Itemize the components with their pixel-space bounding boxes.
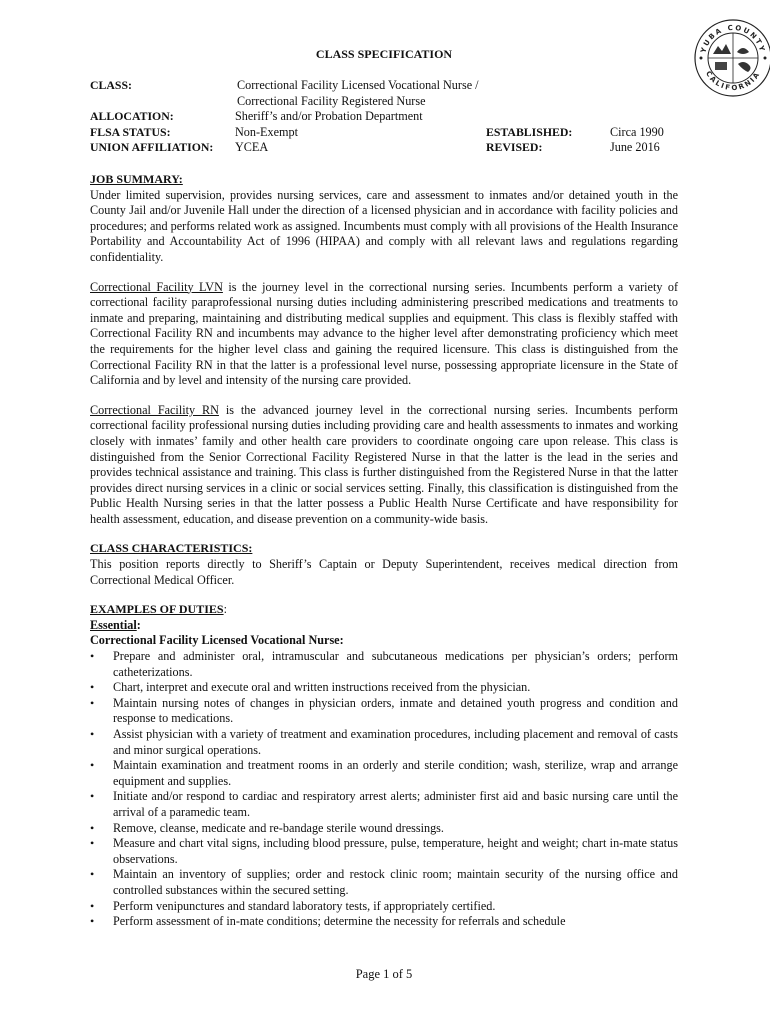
class-characteristics-paragraph: This position reports directly to Sheriff’s Captain or Deputy Superintendent, receives medical direction from Correctional Medical Officer. — [90, 557, 678, 587]
rn-description-paragraph — [90, 403, 678, 528]
examples-of-duties-heading-text: EXAMPLES OF DUTIES — [90, 602, 224, 617]
essential-heading — [90, 618, 678, 634]
established-label: ESTABLISHED: — [486, 124, 573, 139]
job-summary-paragraph: Under limited supervision, provides nursing services, care and assessment to inmates and/or detained youth in the County Jail and/or Juvenile Hall under the direction of a licensed physician and in accordance with facility policies and procedures; and performs related work as assigned. Incumbents must comply with all provisions of the Health Insurance Portability and Accountability Act of 1996 (HIPAA) and comply with all relevant laws and regulations regarding confidentiality. — [90, 187, 678, 264]
lvn-description-paragraph — [90, 280, 678, 389]
duties-list — [90, 649, 678, 930]
class-value-line-2: Correctional Facility Registered Nurse — [237, 93, 426, 108]
allocation-value: Sheriff’s and/or Probation Department — [235, 109, 423, 124]
list-item: • Assist physician with a variety of treatment and examination procedures, including placement and removal of casts and minor surgical operations. — [90, 727, 678, 758]
list-item: • Maintain examination and treatment rooms in an orderly and sterile condition; wash, sterilize, wrap and arrange equipment and supplies. — [90, 758, 678, 789]
list-item: • Initiate and/or respond to cardiac and respiratory arrest alerts; administer first aid and basic nursing care until the arrival of a paramedic team. — [90, 789, 678, 820]
examples-of-duties-heading-colon: : — [223, 602, 227, 617]
established-value: Circa 1990 — [610, 124, 664, 139]
union-affiliation-value: YCEA — [235, 140, 269, 155]
list-item: • Maintain nursing notes of changes in physician orders, inmate and detained youth progress and condition and response to medications. — [90, 696, 678, 727]
union-affiliation-label: UNION AFFILIATION: — [90, 140, 214, 155]
document-body — [90, 172, 678, 930]
svg-text:CALIFORNIA: CALIFORNIA — [703, 69, 763, 93]
revised-label: REVISED: — [486, 140, 543, 155]
list-item: • Chart, interpret and execute oral and written instructions received from the physician. — [90, 680, 678, 696]
class-value-line-1: Correctional Facility Licensed Vocational Nurse / — [237, 78, 479, 92]
class-header-block — [90, 78, 678, 156]
flsa-status-value: Non-Exempt — [235, 124, 298, 139]
allocation-label: ALLOCATION: — [90, 109, 174, 124]
list-item: • Measure and chart vital signs, including blood pressure, pulse, temperature, height and weight; chart in-mate status observations. — [90, 836, 678, 867]
rn-class-name: Correctional Facility RN — [90, 402, 219, 417]
revised-value: June 2016 — [610, 140, 660, 155]
svg-text:YUBA COUNTY: YUBA COUNTY — [699, 23, 767, 54]
job-summary-heading: JOB SUMMARY: — [90, 172, 183, 186]
list-item: • Maintain an inventory of supplies; order and restock clinic room; maintain security of the nursing office and controlled substances within the secured setting. — [90, 867, 678, 898]
county-seal-icon — [693, 18, 770, 98]
lvn-description-text: is the journey level in the correctional nursing series. Incumbents perform a variety of correctional facility paraprofessional nursing duties including administering prescribed medications and treatments to inmate and preparing, maintaining and distributing medical supplies and equipment. This class is flexibly staffed with Correctional Facility RN and incumbents may advance to the higher level after demonstrating proficiency which meet the requirements for the higher level class and gaining the required licensure. This class is distinguished from the Correctional Facility RN in that the latter is a professional level nurse, possessing appropriate licensure in the State of California and by level and intensity of the nursing care provided. — [90, 279, 679, 388]
page-number: Page 1 of 5 — [355, 967, 413, 981]
lvn-class-name: Correctional Facility LVN — [90, 279, 223, 294]
flsa-status-label: FLSA STATUS: — [90, 124, 171, 139]
rn-description-text: is the advanced journey level in the correctional nursing series. Incumbents perform correctional facility professional nursing duties including providing care and health assessments to inmates and working closely with inmates’ family and other health care providers to coordinate ongoing care upon release. This class is distinguished from the Senior Correctional Facility Registered Nurse in that the latter is the lead in the series and provides technical assistance and training. This class is further distinguished from the Registered Nurse in that the latter provides direct nursing services in a clinic or social services setting. Finally, this classification is distinguished from the Public Health Nursing series in that the latter possess a Public Health Nurse Certificate and have responsibility for health assessment, education, and disease prevention on a community-wide basis. — [90, 402, 678, 526]
list-item: • Remove, cleanse, medicate and re-bandage sterile wound dressings. — [90, 821, 678, 837]
lvn-duties-subheading: Correctional Facility Licensed Vocational Nurse: — [90, 633, 344, 648]
examples-of-duties-heading — [90, 602, 678, 618]
list-item: • Prepare and administer oral, intramuscular and subcutaneous medications per physician’s orders; perform catheterizations. — [90, 649, 678, 680]
essential-heading-colon: : — [136, 617, 141, 632]
essential-heading-text: Essential — [90, 617, 137, 632]
class-characteristics-heading: CLASS CHARACTERISTICS: — [90, 541, 253, 556]
list-item: • Perform venipunctures and standard laboratory tests, if appropriately certified. — [90, 899, 678, 915]
list-item: • Perform assessment of in-mate conditions; determine the necessity for referrals and schedule — [90, 914, 678, 930]
page-title: CLASS SPECIFICATION — [315, 47, 453, 61]
class-label: CLASS: — [90, 78, 132, 92]
